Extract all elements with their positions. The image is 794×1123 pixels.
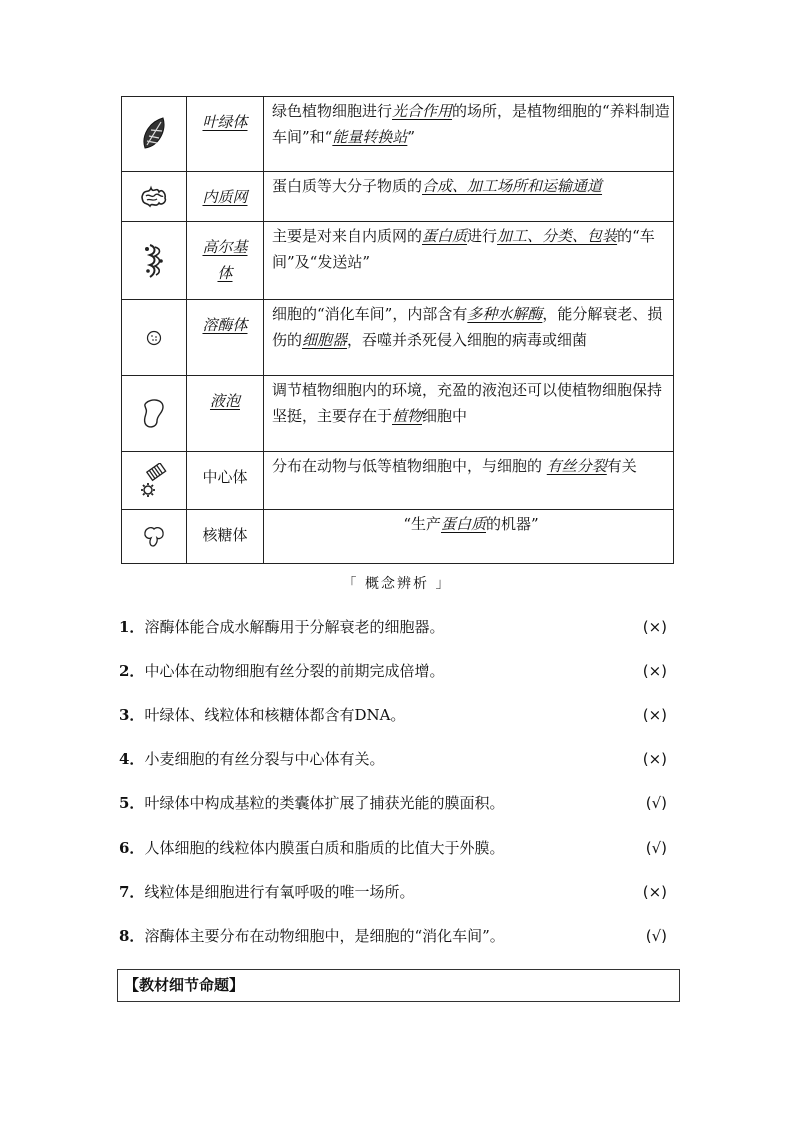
concept-text: 线粒体是细胞进行有氧呼吸的唯一场所。 bbox=[144, 883, 415, 901]
organelle-desc bbox=[264, 222, 674, 300]
organelle-desc bbox=[264, 510, 674, 564]
organelle-name: 核糖体 bbox=[202, 526, 248, 544]
concept-item bbox=[119, 924, 667, 948]
desc-text: 调节植物细胞内的环境，充盈的液泡还可以使植物细胞保持坚挺，主要存在于 bbox=[272, 381, 663, 425]
desc-text: 的场所，是植物细胞的“养料制造车间”和“ bbox=[272, 102, 670, 146]
concept-item bbox=[119, 615, 667, 639]
textbook-detail-box: 【教材细节命题】 bbox=[117, 969, 680, 1002]
keyword-text: 多种水解酶 bbox=[467, 305, 543, 323]
desc-text: 的“车间”及“发送站” bbox=[272, 227, 655, 271]
chloroplast-icon bbox=[122, 116, 186, 152]
answer-mark: (√) bbox=[645, 794, 667, 812]
concept-number: 3． bbox=[119, 706, 145, 724]
organelle-name-cell bbox=[187, 452, 264, 510]
keyword-text: 合成、加工场所和运输通道 bbox=[422, 177, 603, 195]
organelle-name-cell bbox=[187, 97, 264, 172]
icon-cell bbox=[122, 510, 187, 564]
answer-mark: (×) bbox=[642, 706, 667, 724]
organelle-desc bbox=[264, 376, 674, 452]
concept-item bbox=[119, 791, 667, 815]
answer-mark: (×) bbox=[642, 883, 667, 901]
desc-text: 的机器” bbox=[486, 515, 539, 533]
concept-text: 叶绿体、线粒体和核糖体都含有DNA。 bbox=[144, 706, 406, 724]
icon-cell bbox=[122, 222, 187, 300]
keyword-text: 蛋白质 bbox=[440, 515, 486, 533]
icon-cell bbox=[122, 97, 187, 172]
concept-text: 溶酶体能合成水解酶用于分解衰老的细胞器。 bbox=[144, 618, 445, 636]
keyword-text: 细胞器 bbox=[302, 331, 348, 349]
table-row bbox=[122, 97, 674, 172]
concept-text: 溶酶体主要分布在动物细胞中，是细胞的“消化车间”。 bbox=[144, 927, 505, 945]
organelle-desc bbox=[264, 452, 674, 510]
organelle-table bbox=[121, 96, 674, 564]
desc-text: 进行 bbox=[467, 227, 498, 245]
desc-text: 主要是对来自内质网的 bbox=[272, 227, 423, 245]
concept-number: 1． bbox=[119, 618, 145, 636]
organelle-name: 液泡 bbox=[209, 392, 240, 410]
table-row bbox=[122, 376, 674, 452]
keyword-text: 有丝分裂 bbox=[546, 457, 607, 475]
desc-text: ，能分解衰老、损伤的 bbox=[272, 305, 663, 349]
organelle-desc bbox=[264, 97, 674, 172]
concept-item bbox=[119, 880, 667, 904]
keyword-text: 光合作用 bbox=[392, 102, 453, 120]
keyword-text: 植物 bbox=[392, 407, 423, 425]
concept-item bbox=[119, 836, 667, 860]
desc-text: 细胞中 bbox=[422, 407, 468, 425]
concept-text: 叶绿体中构成基粒的类囊体扩展了捕获光能的膜面积。 bbox=[144, 794, 505, 812]
table-row bbox=[122, 510, 674, 564]
keyword-text: 能量转换站 bbox=[332, 128, 408, 146]
concept-text: 中心体在动物细胞有丝分裂的前期完成倍增。 bbox=[144, 662, 445, 680]
organelle-name-cell bbox=[187, 222, 264, 300]
vacuole-icon bbox=[122, 397, 186, 431]
concept-number: 4． bbox=[119, 750, 145, 768]
organelle-name-cell bbox=[187, 172, 264, 222]
section-title: 「 概念辨析 」 bbox=[342, 576, 452, 592]
endoplasmic-reticulum-icon bbox=[122, 184, 186, 210]
answer-mark: (√) bbox=[645, 839, 667, 857]
answer-mark: (√) bbox=[645, 927, 667, 945]
concept-number: 5． bbox=[119, 794, 145, 812]
keyword-text: 蛋白质 bbox=[422, 227, 468, 245]
concept-item bbox=[119, 703, 667, 727]
organelle-desc bbox=[264, 172, 674, 222]
concept-number: 8． bbox=[119, 927, 145, 945]
desc-text: ” bbox=[407, 128, 416, 146]
desc-text: 有关 bbox=[606, 457, 637, 475]
table-row bbox=[122, 452, 674, 510]
desc-text: ，吞噬并杀死侵入细胞的病毒或细菌 bbox=[347, 331, 588, 349]
answer-mark: (×) bbox=[642, 618, 667, 636]
concept-item bbox=[119, 659, 667, 683]
organelle-name-cell bbox=[187, 510, 264, 564]
answer-mark: (×) bbox=[642, 662, 667, 680]
organelle-name: 溶酶体 bbox=[202, 316, 248, 334]
organelle-desc bbox=[264, 300, 674, 376]
desc-text: 细胞的“消化车间”，内部含有 bbox=[272, 305, 468, 323]
organelle-name: 叶绿体 bbox=[202, 113, 248, 131]
lysosome-icon bbox=[122, 329, 186, 347]
concept-number: 6． bbox=[119, 839, 145, 857]
concept-item bbox=[119, 747, 667, 771]
organelle-name: 高尔基体 bbox=[202, 238, 248, 282]
desc-text: “生产 bbox=[403, 515, 441, 533]
keyword-text: 加工、分类、包装 bbox=[497, 227, 618, 245]
concept-text: 小麦细胞的有丝分裂与中心体有关。 bbox=[144, 750, 385, 768]
organelle-name-cell bbox=[187, 376, 264, 452]
concept-text: 人体细胞的线粒体内膜蛋白质和脂质的比值大于外膜。 bbox=[144, 839, 505, 857]
table-row bbox=[122, 300, 674, 376]
organelle-name-cell bbox=[187, 300, 264, 376]
concept-number: 2． bbox=[119, 662, 145, 680]
golgi-icon bbox=[122, 241, 186, 281]
concept-number: 7． bbox=[119, 883, 145, 901]
table-row bbox=[122, 172, 674, 222]
icon-cell bbox=[122, 452, 187, 510]
organelle-name: 中心体 bbox=[202, 468, 248, 486]
table-row bbox=[122, 222, 674, 300]
ribosome-icon bbox=[122, 524, 186, 550]
desc-text: 绿色植物细胞进行 bbox=[272, 102, 393, 120]
centriole-icon bbox=[122, 463, 186, 499]
organelle-name: 内质网 bbox=[202, 188, 248, 206]
desc-text: 蛋白质等大分子物质的 bbox=[272, 177, 423, 195]
icon-cell bbox=[122, 300, 187, 376]
icon-cell bbox=[122, 376, 187, 452]
answer-mark: (×) bbox=[642, 750, 667, 768]
icon-cell bbox=[122, 172, 187, 222]
desc-text: 分布在动物与低等植物细胞中，与细胞的 bbox=[272, 457, 547, 475]
